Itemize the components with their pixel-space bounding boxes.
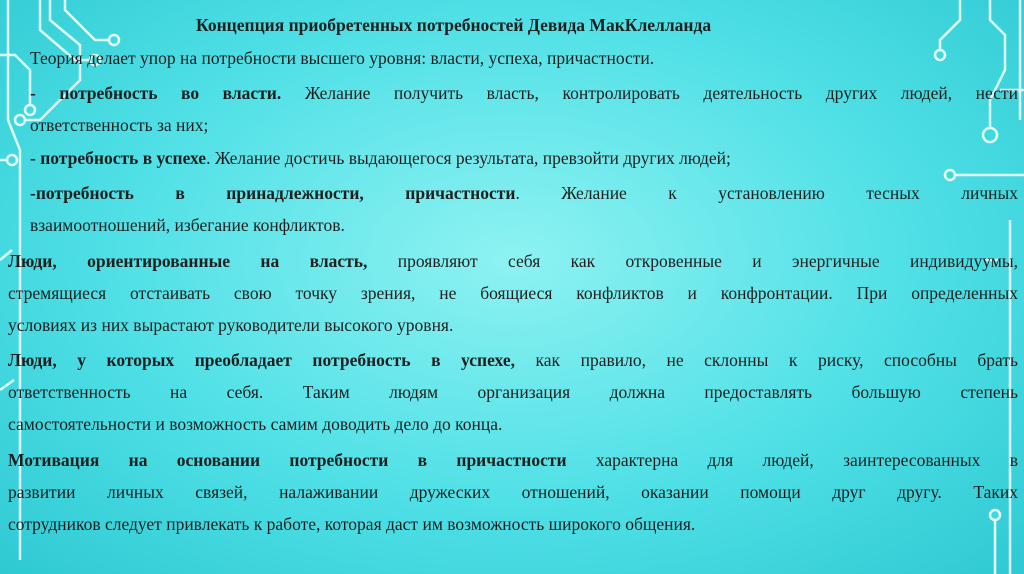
power-need-line-2: ответственность за них; (30, 115, 209, 135)
success-people-line-2: ответственность на себя. Таким людям организация должна предоставлять большую степень (8, 382, 1018, 402)
success-need-line: - потребность в успехе. Желание достичь выдающегося результата, превзойти других людей; (30, 148, 731, 168)
power-people-line-1: Люди, ориентированные на власть, проявляют себя как откровенные и энергичные индивидуумы, (8, 251, 1019, 271)
belonging-motivation-line-1: Мотивация на основании потребности в причастности характерна для людей, заинтересованных в (8, 450, 1018, 470)
power-need-line-1: - потребность во власти. Желание получить власть, контролировать деятельность других людей, нести (30, 83, 1018, 103)
power-people-line-2: стремящиеся отстаивать свою точку зрения, не боящиеся конфликтов и конфронтации. При определенных (8, 283, 1018, 303)
belonging-motivation-line-3: сотрудников следует привлекать к работе, которая даст им возможность широкого общения. (8, 514, 696, 534)
power-people-line-3: условиях из них вырастают руководители высокого уровня. (8, 315, 454, 335)
belonging-need-line-2: взаимоотношений, избегание конфликтов. (30, 215, 345, 235)
intro-text: Теория делает упор на потребности высшего уровня: власти, успеха, причастности. (30, 48, 655, 68)
belonging-need-label: -потребность в принадлежности, причастности (30, 183, 516, 203)
power-need-label: - потребность во власти. (30, 83, 282, 103)
belonging-need-line-1: -потребность в принадлежности, причастности. Желание к установлению тесных личных (30, 183, 1018, 203)
success-need-label: - потребность в успехе (30, 148, 207, 168)
success-people-line-3: самостоятельности и возможность самим доводить дело до конца. (8, 414, 503, 434)
success-people-label: Люди, у которых преобладает потребность в успехе, (8, 350, 515, 370)
belonging-motivation-label: Мотивация на основании потребности в причастности (8, 450, 567, 470)
success-people-line-1: Люди, у которых преобладает потребность в успехе, как правило, не склонны к риску, способны брать (8, 350, 1019, 370)
belonging-motivation-line-2: развитии личных связей, налаживании дружеских отношений, оказании помощи друг другу. Таких (8, 482, 1018, 502)
slide-title: Концепция приобретенных потребностей Девида МакКлелланда (196, 15, 712, 35)
power-people-label: Люди, ориентированные на власть, (8, 251, 368, 271)
